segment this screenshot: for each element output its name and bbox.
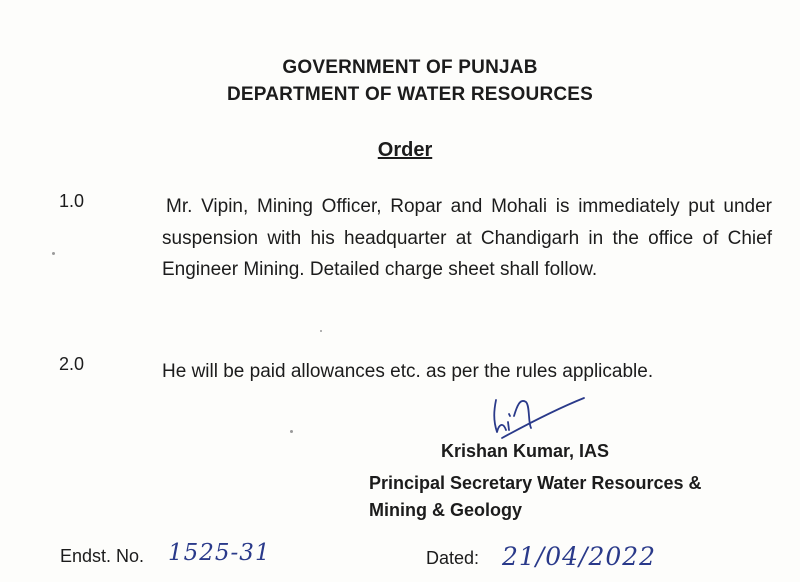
signatory-title: Principal Secretary Water Resources &	[369, 473, 702, 493]
paragraph-number: 2.0	[59, 354, 85, 374]
date-value: 21/04/2022	[502, 542, 657, 571]
endorsement-number: 1525-31	[168, 540, 271, 566]
paragraph-text: Mr. Vipin, Mining Officer, Ropar and Mohali is immediately put under suspension with his headquarter at Chandigarh in the office of Chief Engineer Mining. Detailed charge sheet shall follow.	[162, 196, 772, 280]
signatory-title: Mining & Geology	[369, 500, 522, 520]
handwritten-signature	[484, 386, 588, 444]
endorsement-label: Endst. No.	[60, 546, 145, 566]
signatory-name: Krishan Kumar, IAS	[441, 441, 610, 461]
order-title: Order	[377, 139, 433, 161]
department-heading: DEPARTMENT OF WATER RESOURCES	[226, 84, 594, 105]
scan-speck	[320, 330, 322, 332]
government-heading: GOVERNMENT OF PUNJAB	[282, 57, 538, 78]
paragraph-text: He will be paid allowances etc. as per the rules applicable.	[162, 361, 654, 382]
date-label: Dated:	[426, 548, 480, 568]
scan-speck	[52, 252, 55, 255]
scan-speck	[290, 430, 293, 433]
paragraph-number: 1.0	[59, 191, 85, 211]
